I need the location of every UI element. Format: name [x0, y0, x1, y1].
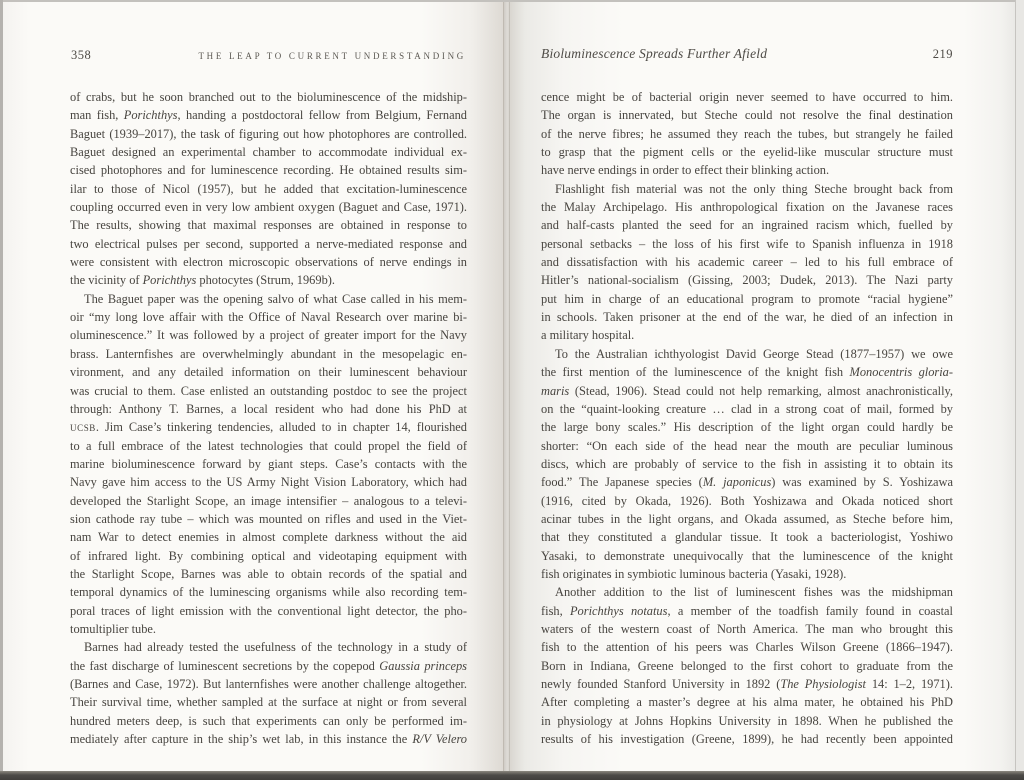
text-line: The Baguet paper was the opening salvo of what Case called in his mem- [84, 291, 467, 306]
text-line: Flashlight fish material was not the only thing Steche brought back from [555, 181, 953, 196]
text-line: brass. Lanternfishes are overwhelmingly abundant in the mesopelagic en- [70, 346, 467, 361]
text-line: were consistent with electron microscopic observations of nerve endings in [70, 255, 467, 270]
page-right-edge [1015, 0, 1024, 771]
text-line: fish originates in symbiotic luminous bacteria (Yasaki, 1928). [541, 566, 847, 581]
book-gutter-shadow [503, 0, 510, 771]
text-line: Baguet designed an experimental chamber to accommodate individual ex- [70, 145, 467, 160]
text-line: the Malay Archipelago. His anthropological fixation on the Javanese races [541, 200, 953, 215]
text-line: the fast discharge of luminescent secretions by the copepod Gaussia princeps [70, 658, 467, 673]
text-line: Hitler’s national-socialism (Gissing, 2003; Dudek, 2013). The Nazi party [541, 273, 953, 288]
text-line: the Starlight Scope, Barnes was able to obtain records of the spatial and [70, 566, 467, 581]
text-line: After completing a master’s degree at his alma mater, he obtained his PhD [541, 695, 953, 710]
left-page-number: 358 [71, 48, 92, 62]
text-line: to grasp that the pigment cells or the eyelid-like muscular structure must [541, 145, 953, 160]
text-line: The results, showing that maximal responses are obtained in response to [70, 218, 467, 233]
text-line: of the nerve fibres; he assumed they reach the tubes, but strangely he failed [541, 126, 953, 141]
book-bottom-edge [0, 771, 1024, 780]
text-line: and half-casts planted the seed for an ingrained racism which, fuelled by [541, 218, 953, 233]
text-line: The organ is innervated, but Steche could not resolve the final destination [541, 108, 953, 123]
text-line: discs, which are probably of service to the fish in assisting it to obtain its [541, 456, 953, 471]
text-line: ucsb. Jim Case’s tinkering tendencies, alluded to in chapter 14, flourished [70, 420, 467, 435]
text-line: in schools. Taken prisoner at the end of the war, he died of an infection in [541, 310, 953, 325]
text-line: Yasaki, to demonstrate unequivocally that the luminescence of the knight [541, 548, 953, 563]
text-line: sion cathode ray tube – which was mounted on rifles and used in the Viet- [70, 511, 467, 526]
text-line: was crucial to them. Case enlisted an outstanding postdoc to see the project [70, 383, 467, 398]
text-line: that they constituted a glandular tissue. It took a bacteriologist, Yoshiwo [541, 530, 953, 545]
text-line: put him in charge of an educational program to promote “racial hygiene” [541, 291, 953, 306]
page-top-edge [0, 0, 1024, 2]
text-line: in physiology at Johns Hopkins University in 1898. When he published the [541, 713, 953, 728]
text-line: mediately after capture in the ship’s wet lab, in this instance the R/V Velero [70, 732, 467, 747]
text-line: two electrical pulses per second, supported a nerve-mediated response and [70, 236, 467, 251]
text-line: developed the Starlight Scope, an image intensifier – analogous to a televi- [70, 493, 467, 508]
text-line: Navy gave him access to the US Army Night Vision Laboratory, which had [70, 475, 467, 490]
right-running-head: Bioluminescence Spreads Further Afield [541, 46, 768, 61]
right-page-header [541, 46, 953, 62]
right-page-number: 219 [932, 47, 953, 61]
text-line: nam War to detect enemies in almost complete darkness without the aid [70, 530, 467, 545]
text-line: hundred meters deep, is such that experiments can only be performed im- [70, 713, 467, 728]
text-line: vironment, and any detailed information on their luminescent behaviour [70, 365, 467, 380]
text-line: fish, Porichthys notatus, a member of the toadfish family found in coastal [541, 603, 953, 618]
text-line: To the Australian ichthyologist David George Stead (1877–1957) we owe [555, 346, 953, 361]
text-line: personal setbacks – the loss of his first wife to Spanish influenza in 1918 [541, 236, 953, 251]
text-line: Barnes had already tested the usefulness of the technology in a study of [84, 640, 467, 655]
text-line: food.” The Japanese species (M. japonicus) was examined by S. Yoshizawa [541, 475, 953, 490]
text-line: oluminescence.” It was followed by a project of greater import for the Navy [70, 328, 467, 343]
text-line: (1916, cited by Okada, 1926). Both Yoshizawa and Okada noticed short [541, 493, 953, 508]
text-line: (Barnes and Case, 1972). But lanternfishes were another challenge altogether. [70, 677, 467, 691]
text-line: through: Anthony T. Barnes, a local resident who had done his PhD at [70, 401, 467, 416]
text-line: cised photophores and for luminescence recording. He obtained results sim- [70, 163, 467, 178]
text-line: Baguet (1939–2017), the task of figuring out how photophores are controlled. [70, 126, 467, 141]
text-line: of crabs, but he soon branched out to the bioluminescence of the midship- [70, 90, 467, 104]
text-line: temporal dynamics of the luminescing organisms while also recording tem- [70, 585, 467, 600]
text-line: shorter: “On each side of the head near the mouth are peculiar luminous [541, 438, 953, 453]
text-line: ilar to those of Nicol (1957), but he added that excitation-luminescence [70, 181, 467, 196]
text-line: Another addition to the list of luminescent fishes was the midshipman [555, 585, 953, 600]
text-line: maris (Stead, 1906). Stead could not help remarking, almost anachronistically, [541, 383, 953, 398]
text-line: results of his investigation (Greene, 1899), he had recently been appointed [541, 732, 953, 747]
text-line: waters of the western coast of North America. The man who brought this [541, 621, 953, 636]
text-line: Their survival time, whether sampled at the surface at night or from several [70, 695, 467, 710]
text-line: tomultiplier tube. [70, 621, 157, 636]
text-line: Born in Indiana, Greene belonged to the first cohort to graduate from the [541, 658, 953, 673]
text-line: the vicinity of Porichthys photocytes (Strum, 1969b). [70, 273, 335, 288]
text-line: coupling occurred even in very low ambient oxygen (Baguet and Case, 1971). [70, 200, 467, 215]
text-line: to a full embrace of the latest technologies that could propel the field of [70, 438, 467, 453]
right-page-text [541, 88, 953, 748]
text-line: and dissatisfaction with his academic career – led to his full embrace of [541, 255, 953, 270]
text-line: the large bony scales.” His description of the light organ could hardly be [541, 420, 953, 435]
text-line: fish to the attention of his peers was Charles Wilson Greene (1866–1947). [541, 640, 953, 655]
text-line: man fish, Porichthys, handing a postdoctoral fellow from Belgium, Fernand [70, 108, 467, 123]
text-line: acinar tubes in the light organs, and Okada assumed, as Steche before him, [541, 511, 953, 526]
left-page-text [70, 88, 467, 748]
left-page-header [71, 48, 466, 63]
text-line: poral traces of light emission with the conventional light detector, the pho- [70, 603, 467, 618]
text-line: newly founded Stanford University in 1892 (The Physiologist 14: 1–2, 1971). [541, 677, 953, 691]
text-line: marine bioluminescence forward by giant steps. Case’s contacts with the [70, 456, 467, 471]
page-left-edge [0, 0, 3, 771]
text-line: the first mention of the luminescence of the knight fish Monocentris gloria- [541, 365, 953, 380]
text-line: cence might be of bacterial origin never seemed to have occurred to him. [541, 90, 953, 104]
text-line: on the “quaint-looking creature … clad in a strong coat of mail, formed by [541, 401, 953, 416]
left-running-head: THE LEAP TO CURRENT UNDERSTANDING [198, 51, 466, 61]
text-line: of infrared light. By combining optical and videotaping equipment with [70, 548, 467, 563]
text-line: a military hospital. [541, 328, 635, 343]
text-line: oir “my long love affair with the Office of Naval Research over marine bi- [70, 310, 467, 325]
text-line: have nerve endings in order to effect their blinking action. [541, 163, 830, 178]
